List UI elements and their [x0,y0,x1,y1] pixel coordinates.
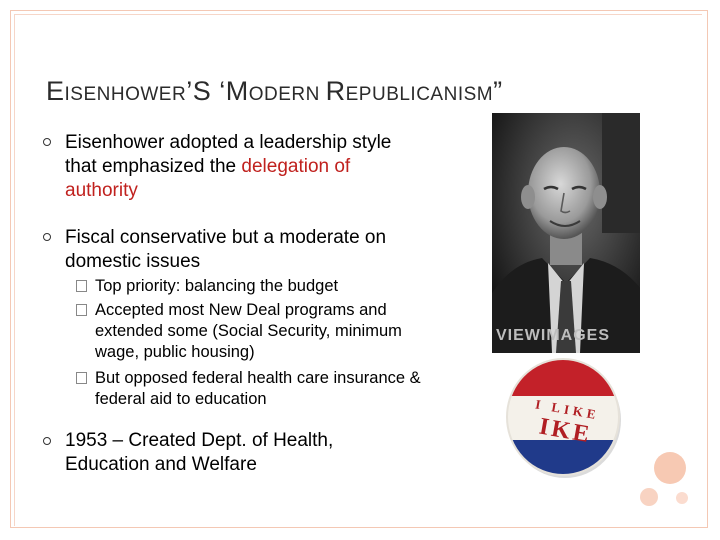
highlight-text: delegation of [241,156,351,177]
portrait-image [492,113,640,353]
corner-ornament-small [640,488,658,506]
button-text-line-2: IKE [537,413,594,449]
button-text-line-1: I LIKE [534,396,601,423]
corner-ornament-tiny [676,492,688,504]
bullet-ring-icon [43,138,51,146]
sub-bullet-box-icon [76,372,87,384]
corner-ornament-large [654,452,686,484]
sub-bullet-2-line-1: Accepted most New Deal programs and [95,301,387,319]
sub-bullet-1: Top priority: balancing the budget [95,277,339,295]
slide-title: EISENHOWER’S ‘MODERN REPUBLICANISM” [46,76,503,106]
bullet-ring-icon [43,233,51,241]
bullet-1-line-2: that emphasized the delegation of [65,156,351,177]
eisenhower-portrait-photo [492,113,640,353]
i-like-ike-campaign-button [503,354,623,480]
sub-bullet-2-line-3: wage, public housing) [95,343,255,361]
bullet-1-line-3: authority [65,180,138,201]
bullet-3-line-1: 1953 – Created Dept. of Health, [65,430,334,451]
bullet-2-line-1: Fiscal conservative but a moderate on [65,227,387,248]
bullet-3-line-2: Education and Welfare [65,454,257,475]
bullet-2-line-2: domestic issues [65,251,201,272]
photo-watermark: VIEWIMAGES [496,327,611,344]
sub-bullet-3-line-1: But opposed federal health care insurance & [95,369,421,387]
sub-bullet-box-icon [76,304,87,316]
sub-bullet-2-line-2: extended some (Social Security, minimum [95,322,402,340]
bullet-ring-icon [43,437,51,445]
sub-bullet-box-icon [76,280,87,292]
bullet-1-line-1: Eisenhower adopted a leadership style [65,132,392,153]
sub-bullet-3-line-2: federal aid to education [95,390,267,408]
